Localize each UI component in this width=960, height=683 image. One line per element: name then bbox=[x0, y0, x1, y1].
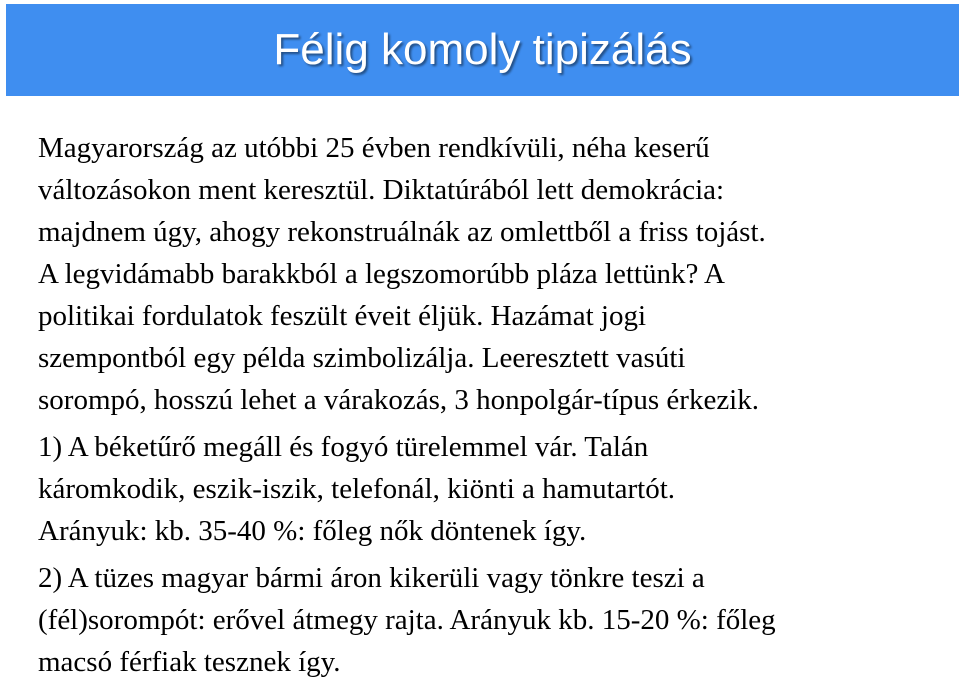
text-line: sorompó, hosszú lehet a várakozás, 3 honpolgár-típus érkezik. bbox=[38, 384, 759, 416]
text-line: 2) A tüzes magyar bármi áron kikerüli vagy tönkre teszi a bbox=[38, 562, 705, 594]
text-line: változásokon ment keresztül. Diktatúrából lett demokrácia: bbox=[38, 174, 725, 206]
text-line: politikai fordulatok feszült éveit éljük. Hazámat jogi bbox=[38, 300, 647, 332]
slide-title: Félig komoly tipizálás bbox=[273, 25, 692, 74]
text-line: szempontból egy példa szimbolizálja. Leeresztett vasúti bbox=[38, 342, 686, 374]
text-line: 1) A béketűrő megáll és fogyó türelemmel vár. Talán bbox=[38, 431, 649, 463]
title-bar bbox=[6, 4, 959, 96]
text-line: káromkodik, eszik-iszik, telefonál, kiönti a hamutartót. bbox=[38, 473, 676, 505]
text-line: (fél)sorompót: erővel átmegy rajta. Arányuk kb. 15-20 %: főleg bbox=[38, 604, 776, 636]
intro-paragraph bbox=[38, 127, 943, 421]
text-line: majdnem úgy, ahogy rekonstruálnák az omlettből a friss tojást. bbox=[38, 216, 766, 248]
type-one-paragraph bbox=[38, 426, 943, 552]
text-line: macsó férfiak tesznek így. bbox=[38, 646, 341, 678]
text-line: A legvidámabb barakkból a legszomorúbb pláza lettünk? A bbox=[38, 258, 725, 290]
type-two-paragraph bbox=[38, 557, 943, 683]
slide-body bbox=[38, 127, 943, 683]
text-line: Magyarország az utóbbi 25 évben rendkívüli, néha keserű bbox=[38, 132, 710, 164]
text-line: Arányuk: kb. 35-40 %: főleg nők döntenek így. bbox=[38, 515, 587, 547]
